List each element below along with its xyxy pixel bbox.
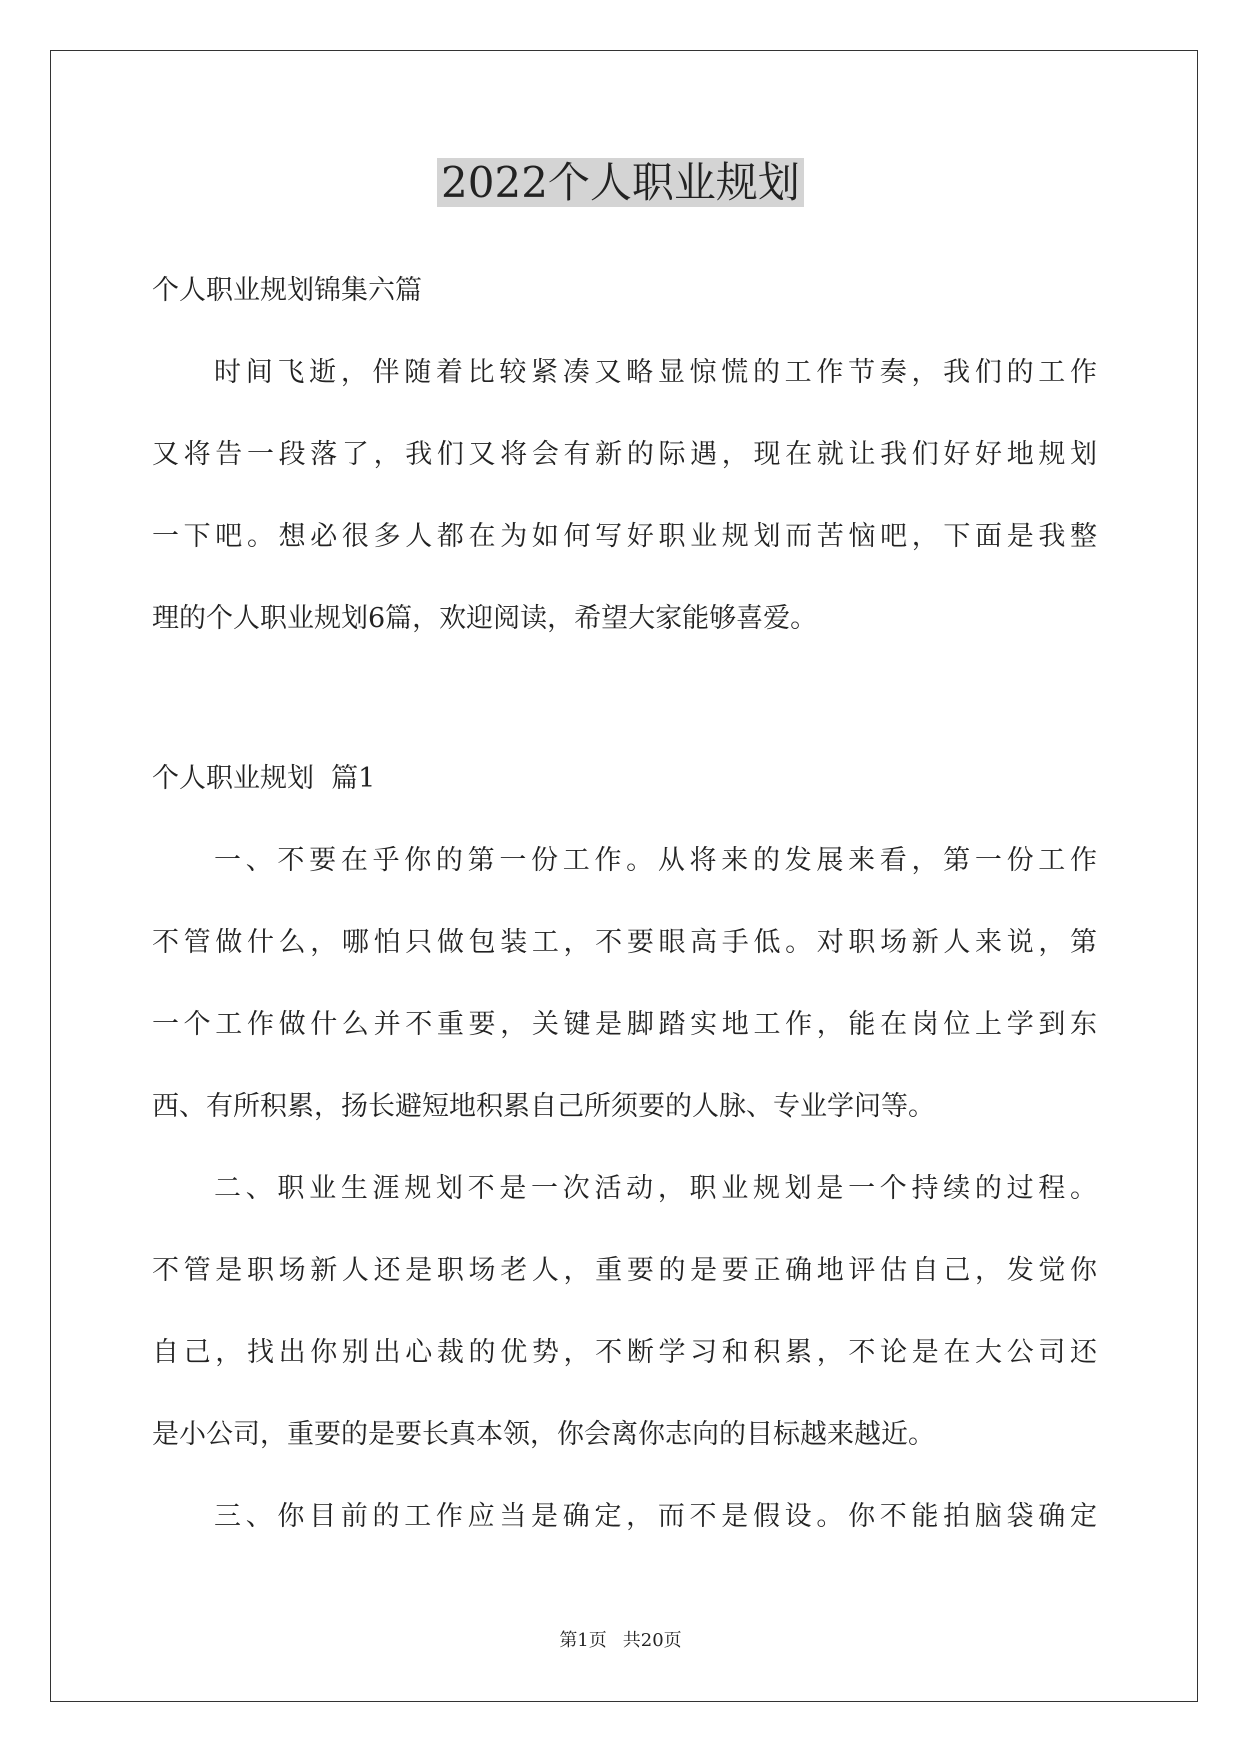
para1-line: 一个工作做什么并不重要，关键是脚踏实地工作，能在岗位上学到东 (152, 1009, 1097, 1040)
para1-line: 西、有所积累，扬长避短地积累自己所须要的人脉、专业学问等。 (152, 1091, 935, 1122)
document-body (152, 264, 1097, 1572)
subtitle: 个人职业规划锦集六篇 (152, 275, 422, 306)
para2-line: 二、职业生涯规划不是一次活动，职业规划是一个持续的过程。 (214, 1173, 1097, 1204)
para2-line: 自己，找出你别出心裁的优势，不断学习和积累，不论是在大公司还 (152, 1337, 1097, 1368)
intro-line: 一下吧。想必很多人都在为如何写好职业规划而苦恼吧，下面是我整 (152, 521, 1097, 552)
intro-line: 又将告一段落了，我们又将会有新的际遇，现在就让我们好好地规划 (152, 439, 1097, 470)
page-number-current: 第1页 (559, 1630, 607, 1651)
paragraph-gap (152, 674, 1097, 752)
para2-line: 是小公司，重要的是要长真本领，你会离你志向的目标越来越近。 (152, 1419, 935, 1450)
para1-line: 一、不要在乎你的第一份工作。从将来的发展来看，第一份工作 (214, 845, 1097, 876)
page-number-total: 共20页 (622, 1630, 682, 1651)
section-heading: 个人职业规划 篇1 (152, 763, 376, 794)
para1-line: 不管做什么，哪怕只做包装工，不要眼高手低。对职场新人来说，第 (152, 927, 1097, 958)
intro-line: 时间飞逝，伴随着比较紧凑又略显惊慌的工作节奏，我们的工作 (214, 357, 1097, 388)
document-title (0, 155, 1241, 211)
para3-line: 三、你目前的工作应当是确定，而不是假设。你不能拍脑袋确定 (214, 1501, 1097, 1532)
page-footer (0, 1626, 1241, 1652)
intro-line: 理的个人职业规划6篇，欢迎阅读，希望大家能够喜爱。 (152, 603, 818, 634)
document-title-text: 2022个人职业规划 (437, 158, 804, 207)
para2-line: 不管是职场新人还是职场老人，重要的是要正确地评估自己，发觉你 (152, 1255, 1097, 1286)
